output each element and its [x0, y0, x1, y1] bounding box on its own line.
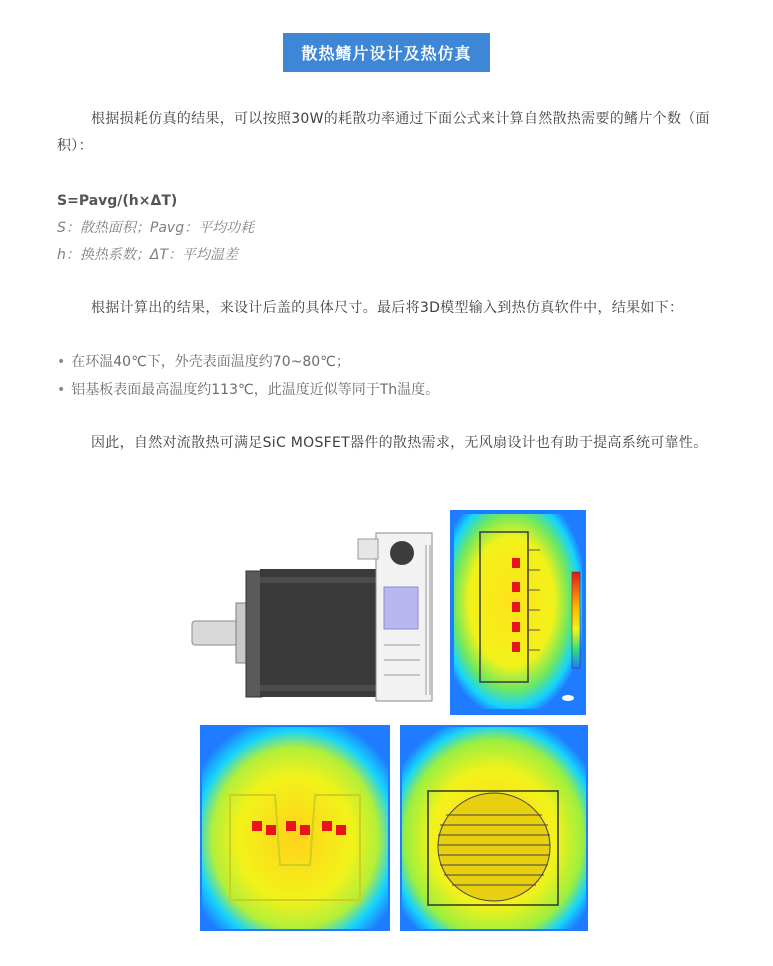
motor-render-image: [188, 525, 446, 710]
paragraph-loss-calc: 根据损耗仿真的结果，可以按照30W的耗散功率通过下面公式来计算自然散热需要的鳍片个数（面积）：: [57, 111, 710, 154]
bullet-item: • 铝基板表面最高温度约113℃，此温度近似等同于Th温度。: [57, 376, 439, 404]
thermal-sim-front-image: [200, 725, 390, 931]
thermal-sim-fins-image: [400, 725, 588, 931]
formula-def-1: S：散热面积；Pavg：平均功耗: [57, 220, 255, 236]
section-title: 散热鳍片设计及热仿真: [283, 33, 489, 72]
title-wrap: [0, 33, 773, 72]
thermal-sim-side-image: [450, 510, 586, 715]
paragraph-conclusion: 因此，自然对流散热可满足SiC MOSFET器件的散热需求，无风扇设计也有助于提高系统可靠性。: [91, 435, 708, 451]
result-bullets: [57, 348, 439, 404]
bullet-item: • 在环温40℃下，外壳表面温度约70~80℃；: [57, 348, 439, 376]
formula-block: [57, 188, 254, 269]
formula-main: S=Pavg/(h×ΔT): [57, 193, 178, 209]
paragraph-design: 根据计算出的结果，来设计后盖的具体尺寸。最后将3D模型输入到热仿真软件中，结果如下：: [91, 300, 684, 316]
formula-def-2: h：换热系数；ΔT：平均温差: [57, 247, 239, 263]
